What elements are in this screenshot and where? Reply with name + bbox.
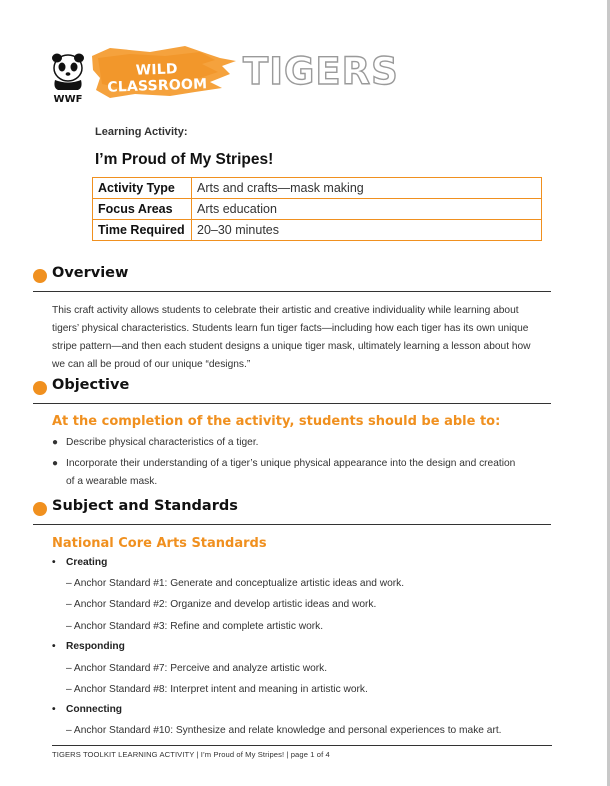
list-item-line: Describe physical characteristics of a tiger. [66, 437, 259, 448]
objective-list [52, 434, 552, 494]
bullet-icon: • [52, 704, 56, 715]
time-required-value: 20–30 minutes [192, 220, 542, 241]
standards-group-creating [52, 557, 107, 568]
table-row [93, 199, 542, 220]
section-bullet-icon [33, 381, 47, 395]
standards-group-responding [52, 641, 125, 652]
section-bullet-icon [33, 502, 47, 516]
list-item [52, 455, 552, 491]
overview-heading-text: Overview [52, 265, 129, 281]
paragraph-line: This craft activity allows students to celebrate their artistic and creative individuality while learning about [52, 305, 519, 316]
bullet-icon: ● [52, 437, 59, 448]
bullet-icon: ● [52, 458, 59, 469]
standard-item: – Anchor Standard #7: Perceive and analyze artistic work. [66, 663, 328, 674]
standard-item: – Anchor Standard #1: Generate and conceptualize artistic ideas and work. [66, 578, 405, 589]
standard-item: – Anchor Standard #2: Organize and develop artistic ideas and work. [66, 599, 377, 610]
activity-title: I’m Proud of My Stripes! [95, 151, 274, 168]
activity-type-key: Activity Type [93, 178, 192, 199]
table-row [93, 178, 542, 199]
objective-heading [33, 377, 551, 404]
list-item-line: of a wearable mask. [66, 476, 158, 487]
time-required-key: Time Required [93, 220, 192, 241]
group-label: Creating [66, 557, 108, 568]
objective-subheading: At the completion of the activity, students should be able to: [52, 414, 501, 429]
page-footer: TIGERS TOOLKIT LEARNING ACTIVITY | I’m Proud of My Stripes! | page 1 of 4 [52, 750, 330, 759]
footer-rule [52, 745, 552, 746]
standard-item: – Anchor Standard #10: Synthesize and relate knowledge and personal experiences to make art. [66, 725, 502, 736]
standards-heading-text: Subject and Standards [52, 498, 238, 514]
list-item [52, 434, 552, 452]
standards-heading [33, 498, 551, 525]
standard-item: – Anchor Standard #3: Refine and complete artistic work. [66, 621, 324, 632]
activity-info-table [92, 177, 542, 241]
group-label: Responding [66, 641, 125, 652]
standard-item: – Anchor Standard #8: Interpret intent and meaning in artistic work. [66, 684, 368, 695]
standards-subheading: National Core Arts Standards [52, 536, 267, 551]
focus-areas-value: Arts education [192, 199, 542, 220]
table-row [93, 220, 542, 241]
header-title: TIGERS [243, 50, 399, 93]
focus-areas-key: Focus Areas [93, 199, 192, 220]
standards-group-connecting [52, 704, 122, 715]
paragraph-line: stripe pattern—and then each student designs a unique tiger mask, ultimately learning a lesson about how [52, 341, 531, 352]
bullet-icon: • [52, 557, 56, 568]
activity-label: Learning Activity: [95, 126, 188, 138]
activity-type-value: Arts and crafts—mask making [192, 178, 542, 199]
paragraph-line: tigers’ physical characteristics. Students learn fun tiger facts—including how each tiger has its own unique [52, 323, 529, 334]
objective-heading-text: Objective [52, 377, 130, 393]
wwf-panda-logo [49, 52, 87, 104]
group-label: Connecting [66, 704, 123, 715]
section-bullet-icon [33, 269, 47, 283]
paragraph-line: we can all be proud of our unique “designs.” [52, 359, 251, 370]
wwf-logo-text: WWF [53, 94, 83, 104]
overview-heading [33, 265, 551, 292]
list-item-line: Incorporate their understanding of a tiger’s unique physical appearance into the design and creation [66, 458, 516, 469]
overview-paragraph [52, 302, 552, 374]
banner-text: WILD CLASSROOM [107, 61, 208, 96]
bullet-icon: • [52, 641, 56, 652]
